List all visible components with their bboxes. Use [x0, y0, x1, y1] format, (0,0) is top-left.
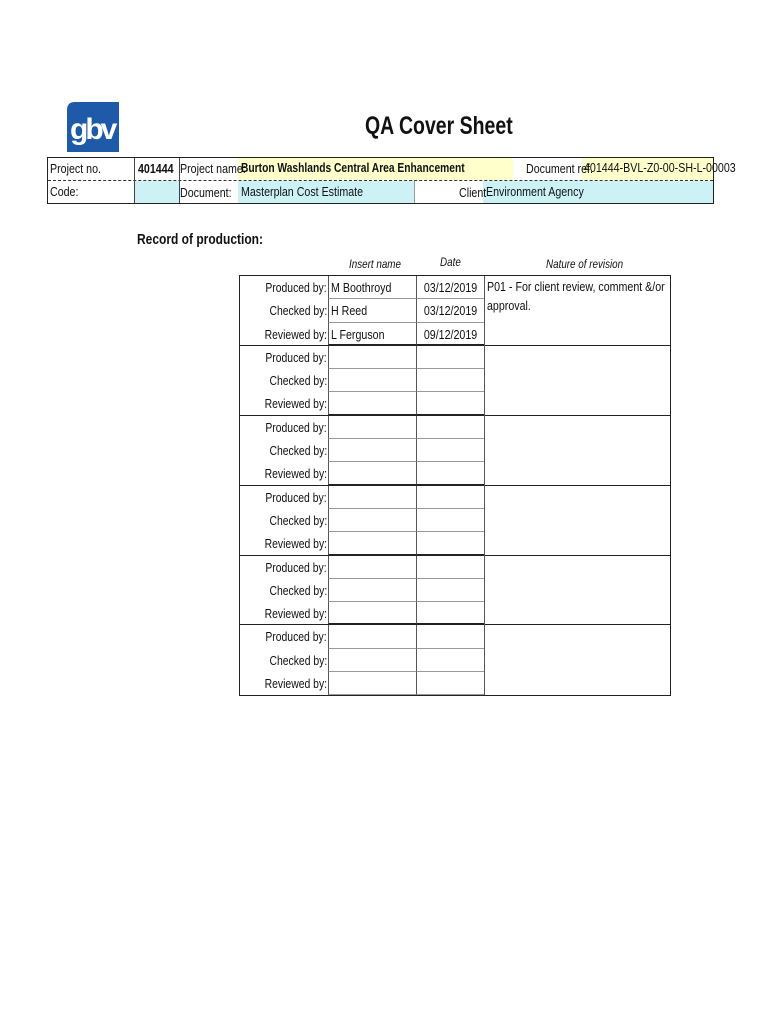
name-cell[interactable] — [328, 416, 416, 439]
name-cell[interactable]: H Reed — [328, 299, 416, 322]
role-label: Checked by: — [269, 582, 327, 598]
name-cell[interactable]: L Ferguson — [328, 323, 416, 345]
name-cell[interactable] — [328, 532, 416, 554]
record-of-production-heading: Record of production: — [137, 231, 263, 248]
date-cell[interactable] — [416, 672, 484, 695]
production-group — [240, 486, 670, 556]
production-group — [240, 346, 670, 416]
date-cell[interactable] — [416, 462, 484, 484]
role-label: Produced by: — [265, 280, 327, 295]
production-group — [240, 556, 670, 626]
name-cell[interactable] — [328, 369, 416, 392]
date-cell[interactable]: 03/12/2019 — [416, 299, 484, 322]
project-name-field[interactable]: Burton Washlands Central Area Enhancement — [241, 161, 465, 175]
project-name-label: Project name: — [180, 161, 246, 176]
name-cell[interactable] — [328, 602, 416, 624]
col-date: Date — [440, 255, 461, 269]
date-cell[interactable] — [416, 625, 484, 648]
date-cell[interactable] — [416, 579, 484, 602]
nature-of-revision-cell[interactable] — [484, 346, 671, 416]
name-cell[interactable] — [328, 486, 416, 509]
role-label: Produced by: — [265, 349, 327, 365]
date-cell[interactable] — [416, 416, 484, 439]
svg-text:gbv: gbv — [70, 113, 115, 146]
name-cell[interactable]: M Boothroyd — [328, 276, 416, 299]
production-table — [239, 275, 671, 696]
name-cell[interactable] — [328, 556, 416, 579]
name-cell[interactable] — [328, 346, 416, 369]
role-label: Reviewed by: — [264, 606, 327, 622]
production-group — [240, 625, 670, 695]
role-label: Reviewed by: — [264, 466, 327, 482]
date-cell[interactable] — [416, 346, 484, 369]
document-ref-field[interactable]: 401444-BVL-Z0-00-SH-L-00003 — [584, 160, 736, 175]
date-cell[interactable] — [416, 602, 484, 624]
name-cell[interactable] — [328, 649, 416, 672]
role-label: Reviewed by: — [264, 396, 327, 412]
nature-of-revision-cell[interactable] — [484, 416, 671, 486]
name-cell[interactable] — [328, 579, 416, 602]
role-label: Produced by: — [265, 419, 327, 435]
date-cell[interactable]: 09/12/2019 — [416, 323, 484, 345]
role-label: Checked by: — [269, 443, 327, 459]
role-label: Reviewed by: — [264, 326, 327, 342]
role-label: Produced by: — [265, 629, 327, 645]
project-no-field[interactable]: 401444 — [138, 161, 174, 176]
document-field[interactable]: Masterplan Cost Estimate — [241, 184, 364, 199]
name-cell[interactable] — [328, 439, 416, 462]
col-insert-name: Insert name — [349, 257, 401, 271]
role-label: Reviewed by: — [264, 676, 327, 692]
nature-of-revision-cell[interactable] — [484, 486, 671, 556]
role-label: Checked by: — [269, 652, 327, 668]
date-cell[interactable] — [416, 369, 484, 392]
nature-of-revision-cell[interactable]: P01 - For client review, comment &/or approval. — [484, 276, 671, 346]
production-group — [240, 276, 670, 346]
client-field[interactable]: Environment Agency — [486, 184, 584, 199]
name-cell[interactable] — [328, 509, 416, 532]
date-cell[interactable] — [416, 486, 484, 509]
role-label: Checked by: — [269, 303, 327, 319]
nature-of-revision-cell[interactable] — [484, 556, 671, 626]
date-cell[interactable] — [416, 556, 484, 579]
role-label: Produced by: — [265, 559, 327, 575]
date-cell[interactable] — [416, 439, 484, 462]
name-cell[interactable] — [328, 672, 416, 695]
production-group — [240, 416, 670, 486]
date-cell[interactable] — [416, 509, 484, 532]
role-label: Checked by: — [269, 373, 327, 389]
document-label: Document: — [180, 185, 232, 200]
date-cell[interactable] — [416, 392, 484, 414]
page-title: QA Cover Sheet — [365, 112, 513, 140]
date-cell[interactable] — [416, 532, 484, 554]
code-label: Code: — [50, 184, 79, 199]
date-cell[interactable]: 03/12/2019 — [416, 276, 484, 299]
role-label: Reviewed by: — [264, 536, 327, 552]
client-label: Client — [459, 185, 487, 200]
role-label: Produced by: — [265, 489, 327, 505]
gbv-logo — [67, 102, 119, 152]
name-cell[interactable] — [328, 462, 416, 484]
nature-of-revision-cell[interactable] — [484, 625, 671, 695]
role-label: Checked by: — [269, 512, 327, 528]
project-no-label: Project no. — [50, 161, 101, 176]
document-ref-label: Document ref. — [526, 161, 593, 176]
name-cell[interactable] — [328, 392, 416, 414]
date-cell[interactable] — [416, 649, 484, 672]
name-cell[interactable] — [328, 625, 416, 648]
project-header — [47, 157, 736, 204]
col-nature-of-revision: Nature of revision — [546, 257, 624, 271]
